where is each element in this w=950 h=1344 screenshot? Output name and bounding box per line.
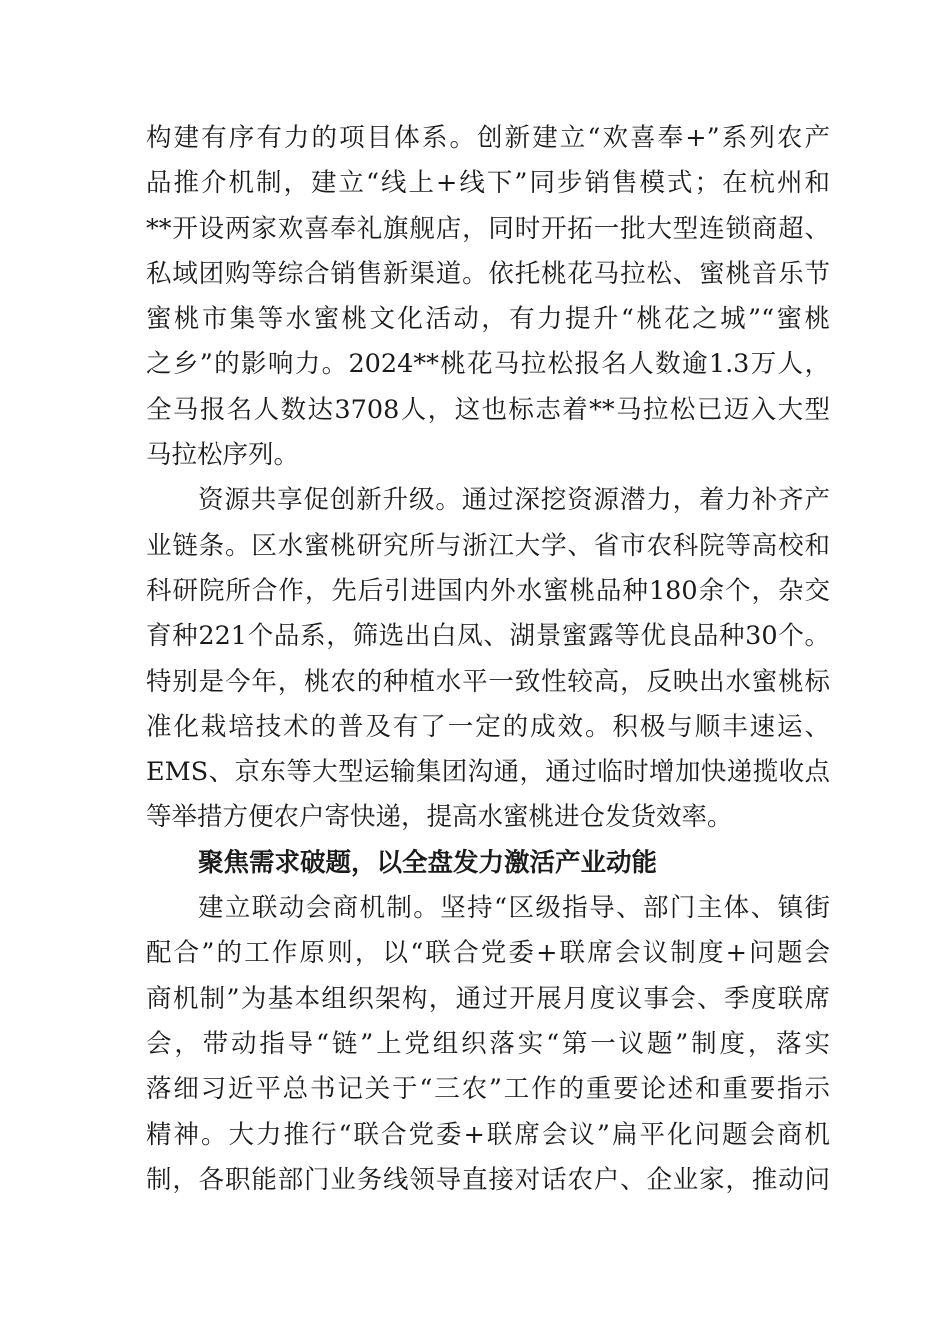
text-line: 私域团购等综合销售新渠道。依托桃花马拉松、蜜桃音乐节 [146, 258, 830, 289]
text-line: 落细习近平总书记关于“三农”工作的重要论述和重要指示 [146, 1074, 830, 1105]
text-line: 科研院所合作，先后引进国内外水蜜桃品种180余个，杂交 [146, 575, 830, 606]
text-line: 构建有序有力的项目体系。创新建立“欢喜奉+”系列农产 [146, 123, 830, 153]
document-body [146, 116, 830, 1203]
text-line: **开设两家欢喜奉礼旗舰店，同时开拓一批大型连锁商超、 [146, 213, 830, 244]
paragraph-first-line: 资源共享促创新升级。通过深挖资源潜力，着力补齐产 [198, 485, 830, 516]
text-line: 业链条。区水蜜桃研究所与浙江大学、省市农科院等高校和 [146, 530, 830, 561]
text-line: 蜜桃市集等水蜜桃文化活动，有力提升“桃花之城”“蜜桃 [146, 304, 830, 335]
text-line: 制，各职能部门业务线领导直接对话农户、企业家，推动问 [146, 1164, 830, 1195]
text-line: 特别是今年，桃农的种植水平一致性较高，反映出水蜜桃标 [146, 666, 830, 697]
text-line: 准化栽培技术的普及有了一定的成效。积极与顺丰速运、 [146, 711, 830, 742]
text-line: 精神。大力推行“联合党委+联席会议”扁平化问题会商机 [146, 1119, 830, 1150]
text-line: EMS、京东等大型运输集团沟通，通过临时增加快递揽收点 [146, 757, 830, 788]
text-line: 会，带动指导“链”上党组织落实“第一议题”制度，落实 [146, 1028, 830, 1059]
paragraph-first-line: 建立联动会商机制。坚持“区级指导、部门主体、镇街 [198, 893, 830, 924]
text-line: 商机制”为基本组织架构，通过开展月度议事会、季度联席 [146, 983, 830, 1014]
text-line: 之乡”的影响力。2024**桃花马拉松报名人数逾1.3万人， [146, 349, 830, 380]
text-line: 马拉松序列。 [146, 440, 300, 471]
text-line: 配合”的工作原则，以“联合党委+联席会议制度+问题会 [146, 938, 830, 969]
text-line: 全马报名人数达3708人，这也标志着**马拉松已迈入大型 [146, 394, 830, 425]
text-line: 品推介机制，建立“线上+线下”同步销售模式；在杭州和 [146, 168, 830, 199]
text-line: 育种221个品系，筛选出白凤、湖景蜜露等优良品种30个。 [146, 621, 830, 652]
section-heading: 聚焦需求破题，以全盘发力激活产业动能 [198, 847, 658, 878]
text-line: 等举措方便农户寄快递，提高水蜜桃进仓发货效率。 [146, 802, 733, 833]
